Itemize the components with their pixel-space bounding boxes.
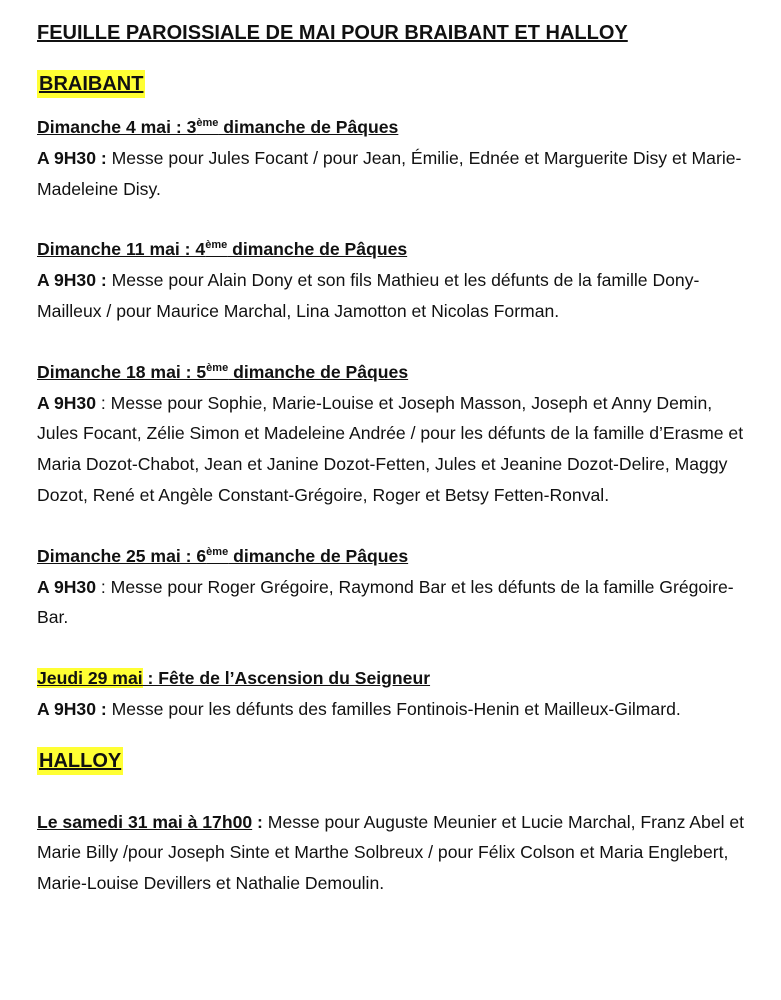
- entry-heading: Dimanche 18 mai : 5ème dimanche de Pâques: [37, 361, 409, 382]
- mass-entry: [37, 112, 749, 204]
- mass-entry: [37, 541, 749, 633]
- entry-text: Messe pour Jules Focant / pour Jean, Émilie, Ednée et Marguerite Disy et Marie-Madeleine Disy.: [37, 147, 742, 199]
- entry-text: Messe pour Auguste Meunier et Lucie Marchal, Franz Abel et Marie Billy /pour Joseph Sinte et Marthe Solbreux / pour Félix Colson et Maria Englebert, Marie-Louise Devillers et Nathalie Demoulin.: [37, 811, 745, 894]
- mass-entry: [37, 357, 749, 511]
- entry-heading: Dimanche 25 mai : 6ème dimanche de Pâques: [37, 545, 409, 566]
- section-halloy: HALLOY: [37, 747, 123, 775]
- mass-entry: [37, 663, 749, 725]
- entry-colon: :: [252, 811, 263, 832]
- entry-time: A 9H30 :: [37, 270, 107, 291]
- entry-time: A 9H30 :: [37, 698, 107, 719]
- entry-time: A 9H30: [37, 576, 97, 597]
- entry-heading: Dimanche 4 mai : 3ème dimanche de Pâques: [37, 117, 399, 137]
- entry-text: : Messe pour Sophie, Marie-Louise et Joseph Masson, Joseph et Anny Demin, Jules Focant, Zélie Simon et Madeleine Andrée / pour les défunts de la famille d’Erasme et Maria Dozot-Chabot, Jean et Janine Dozot-Fetten, Jules et Jeanine Dozot-Delire, Maggy Dozot, René et Angèle Constant-Grégoire, Roger et Betsy Fetten-Ronval.: [37, 392, 744, 505]
- entry-text: Messe pour Alain Dony et son fils Mathieu et les défunts de la famille Dony-Mailleux / pour Maurice Marchal, Lina Jamotton et Nicolas Forman.: [37, 270, 700, 321]
- mass-entry: [37, 234, 749, 326]
- entry-text: Messe pour les défunts des familles Fontinois-Henin et Mailleux-Gilmard.: [106, 698, 681, 719]
- mass-entry: [37, 807, 749, 899]
- entry-text: : Messe pour Roger Grégoire, Raymond Bar et les défunts de la famille Grégoire-Bar.: [37, 576, 734, 628]
- section-halloy-wrap: [37, 743, 749, 777]
- entry-heading: Jeudi 29 mai : Fête de l’Ascension du Seigneur: [37, 668, 431, 689]
- parish-sheet: [37, 18, 749, 899]
- page-title: FEUILLE PAROISSIALE DE MAI POUR BRAIBANT ET HALLOY: [37, 22, 628, 44]
- entry-time: A 9H30: [37, 392, 97, 413]
- entry-heading: Dimanche 11 mai : 4ème dimanche de Pâques: [37, 239, 408, 260]
- section-braibant: BRAIBANT: [37, 70, 145, 98]
- entry-heading: Le samedi 31 mai à 17h00: [37, 811, 253, 832]
- entry-time: A 9H30 :: [37, 147, 107, 168]
